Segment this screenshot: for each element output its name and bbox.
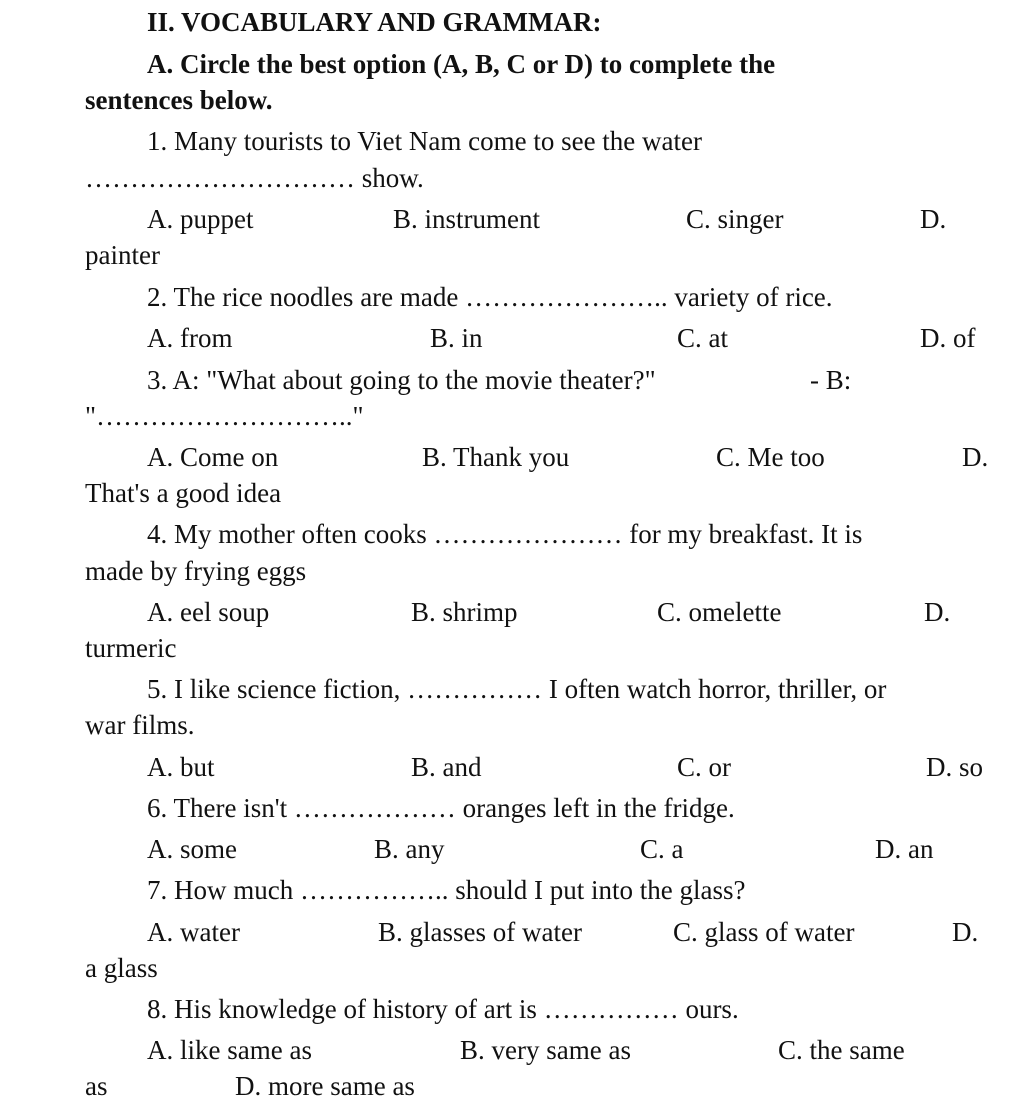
- question-6-text: 6. There isn't ……………… oranges left in the fridge.: [147, 793, 735, 823]
- question-4-option-c[interactable]: C. omelette: [657, 597, 782, 627]
- question-7-option-d[interactable]: D.: [952, 917, 979, 947]
- question-1-option-b[interactable]: B. instrument: [393, 204, 540, 234]
- question-2-option-a[interactable]: A. from: [147, 323, 233, 353]
- section-title: II. VOCABULARY AND GRAMMAR:: [147, 7, 602, 37]
- question-5-text-continued: war films.: [85, 710, 195, 740]
- instruction-line-1: A. Circle the best option (A, B, C or D) to complete the: [147, 49, 776, 79]
- question-5-option-a[interactable]: A. but: [147, 752, 215, 782]
- question-3-option-b[interactable]: B. Thank you: [422, 442, 570, 472]
- question-5-option-c[interactable]: C. or: [677, 752, 731, 782]
- question-4-text-continued: made by frying eggs: [85, 556, 307, 586]
- question-1-text-continued: ………………………… show.: [85, 163, 424, 193]
- question-8-option-d[interactable]: D. more same as: [235, 1071, 415, 1101]
- question-7-option-d-text[interactable]: a glass: [85, 953, 158, 983]
- question-2-option-c[interactable]: C. at: [677, 323, 728, 353]
- question-5-text: 5. I like science fiction, …………… I often watch horror, thriller, or: [147, 674, 887, 704]
- question-3-option-d-text[interactable]: That's a good idea: [85, 478, 282, 508]
- question-1-option-a[interactable]: A. puppet: [147, 204, 254, 234]
- question-8-option-a[interactable]: A. like same as: [147, 1035, 312, 1065]
- question-6-option-d[interactable]: D. an: [875, 834, 934, 864]
- question-6-option-a[interactable]: A. some: [147, 834, 237, 864]
- question-2-option-d[interactable]: D. of: [920, 323, 976, 353]
- question-6-option-c[interactable]: C. a: [640, 834, 684, 864]
- question-7-option-b[interactable]: B. glasses of water: [378, 917, 582, 947]
- question-7-option-c[interactable]: C. glass of water: [673, 917, 855, 947]
- question-3-option-a[interactable]: A. Come on: [147, 442, 279, 472]
- question-8-text: 8. His knowledge of history of art is …………… ours.: [147, 994, 739, 1024]
- question-6-option-b[interactable]: B. any: [374, 834, 445, 864]
- question-4-text: 4. My mother often cooks ………………… for my breakfast. It is: [147, 519, 863, 549]
- question-8-option-c[interactable]: C. the same: [778, 1035, 905, 1065]
- question-1-option-d-text[interactable]: painter: [85, 240, 160, 270]
- instruction-line-2: sentences below.: [85, 85, 273, 115]
- question-1-option-d[interactable]: D.: [920, 204, 947, 234]
- question-1-option-c[interactable]: C. singer: [686, 204, 784, 234]
- question-1-text: 1. Many tourists to Viet Nam come to see the water: [147, 126, 703, 156]
- question-3-speaker-b: - B:: [810, 365, 852, 395]
- question-7-text: 7. How much …………….. should I put into the glass?: [147, 875, 746, 905]
- question-4-option-d-text[interactable]: turmeric: [85, 633, 177, 663]
- question-3-option-c[interactable]: C. Me too: [716, 442, 825, 472]
- question-8-option-c-text[interactable]: as: [85, 1071, 108, 1101]
- question-8-option-b[interactable]: B. very same as: [460, 1035, 631, 1065]
- question-3-answer-blank: "………………………..": [85, 401, 364, 431]
- question-4-option-a[interactable]: A. eel soup: [147, 597, 270, 627]
- question-7-option-a[interactable]: A. water: [147, 917, 240, 947]
- question-3-option-d[interactable]: D.: [962, 442, 989, 472]
- question-5-option-d[interactable]: D. so: [926, 752, 984, 782]
- question-5-option-b[interactable]: B. and: [411, 752, 482, 782]
- question-3-text: 3. A: "What about going to the movie theater?": [147, 365, 656, 395]
- question-4-option-b[interactable]: B. shrimp: [411, 597, 518, 627]
- question-2-text: 2. The rice noodles are made ………………….. variety of rice.: [147, 282, 833, 312]
- question-4-option-d[interactable]: D.: [924, 597, 951, 627]
- question-2-option-b[interactable]: B. in: [430, 323, 483, 353]
